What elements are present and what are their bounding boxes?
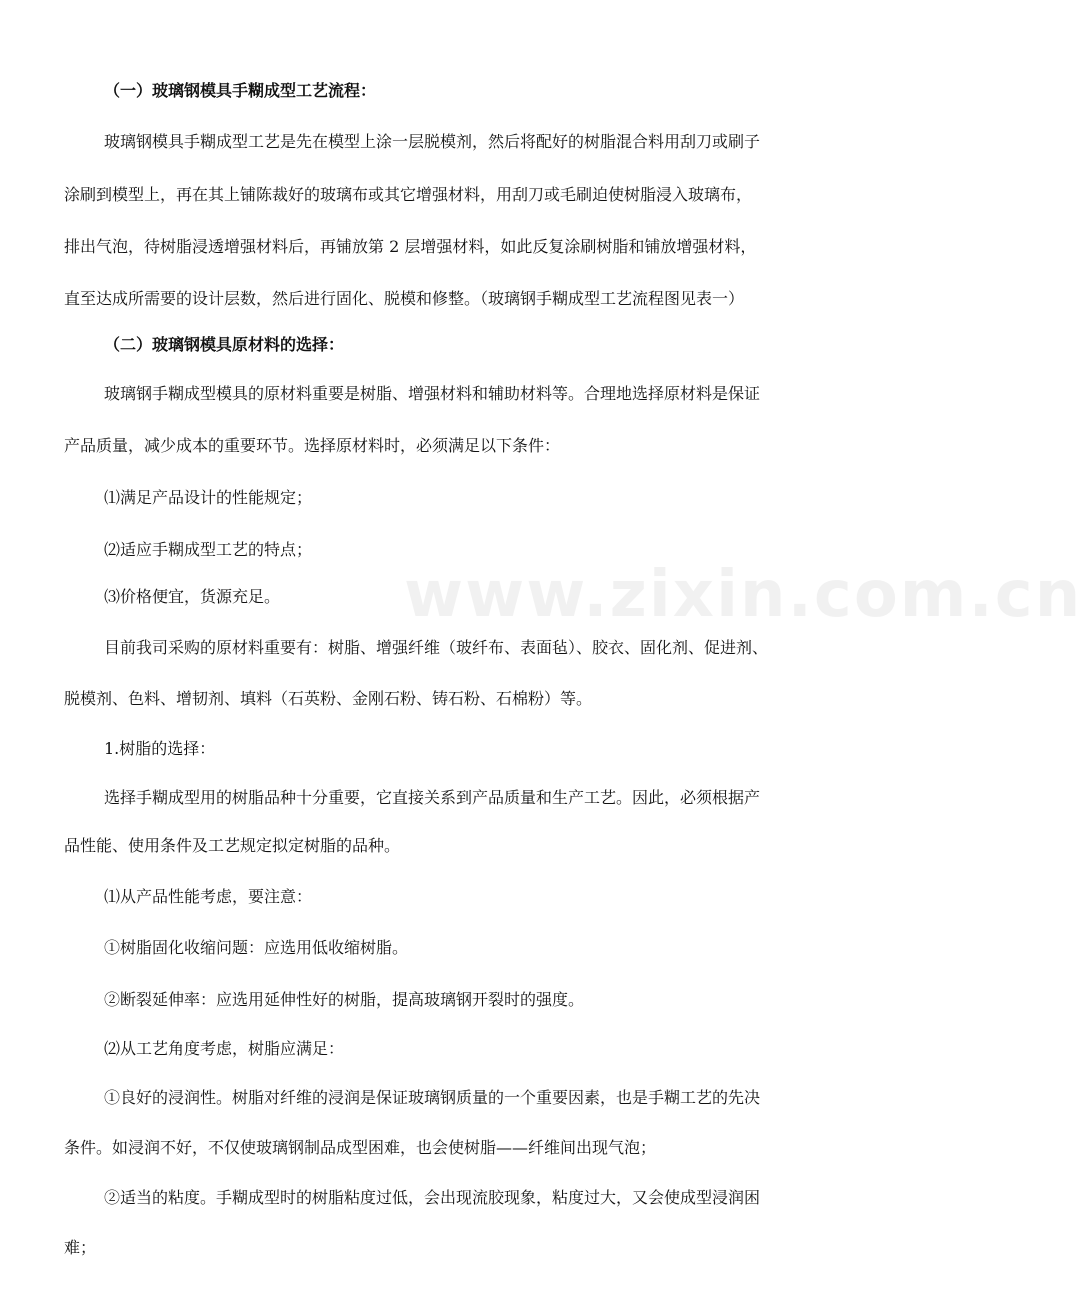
watermark: www.zixin.com.cn xyxy=(404,558,1082,632)
list-item: ①树脂固化收缩问题：应选用低收缩树脂。 xyxy=(104,938,409,957)
paragraph-line: ①良好的浸润性。树脂对纤维的浸润是保证玻璃钢质量的一个重要因素，也是手糊工艺的先决 xyxy=(104,1088,761,1107)
paragraph-line: 排出气泡，待树脂浸透增强材料后，再铺放第 2 层增强材料，如此反复涂刷树脂和铺放增强材料， xyxy=(64,237,757,256)
paragraph-line: 涂刷到模型上，再在其上铺陈裁好的玻璃布或其它增强材料，用刮刀或毛刷迫使树脂浸入玻璃布， xyxy=(64,185,753,204)
subsection-title-resin: 1.树脂的选择： xyxy=(104,739,216,758)
paragraph-line: 目前我司采购的原材料重要有：树脂、增强纤维（玻纤布、表面毡）、胶衣、固化剂、促进剂、 xyxy=(104,638,769,657)
list-item: ⑵适应手糊成型工艺的特点； xyxy=(104,540,313,559)
list-item: ②断裂延伸率：应选用延伸性好的树脂，提高玻璃钢开裂时的强度。 xyxy=(104,990,585,1009)
paragraph-line: 玻璃钢模具手糊成型工艺是先在模型上涂一层脱模剂，然后将配好的树脂混合料用刮刀或刷子 xyxy=(104,132,761,151)
paragraph-line: 选择手糊成型用的树脂品种十分重要，它直接关系到产品质量和生产工艺。因此，必须根据产 xyxy=(104,788,761,807)
paragraph-line: 脱模剂、色料、增韧剂、填料（石英粉、金刚石粉、铸石粉、石棉粉）等。 xyxy=(64,689,593,708)
paragraph-line: 条件。如浸润不好，不仅使玻璃钢制品成型困难，也会使树脂——纤维间出现气泡； xyxy=(64,1138,657,1157)
list-heading: ⑵从工艺角度考虑，树脂应满足： xyxy=(104,1039,345,1058)
list-heading: ⑴从产品性能考虑，要注意： xyxy=(104,887,313,906)
paragraph-line: 产品质量，减少成本的重要环节。选择原材料时，必须满足以下条件： xyxy=(64,436,561,455)
list-item: ⑶价格便宜，货源充足。 xyxy=(104,587,281,606)
paragraph-line: 玻璃钢手糊成型模具的原材料重要是树脂、增强材料和辅助材料等。合理地选择原材料是保证 xyxy=(104,384,761,403)
paragraph-line: 直至达成所需要的设计层数，然后进行固化、脱模和修整。（玻璃钢手糊成型工艺流程图见表一） xyxy=(64,289,745,308)
list-item: ⑴满足产品设计的性能规定； xyxy=(104,488,313,507)
paragraph-line: 品性能、使用条件及工艺规定拟定树脂的品种。 xyxy=(64,836,401,855)
section-heading-materials: （二）玻璃钢模具原材料的选择： xyxy=(104,335,345,354)
paragraph-line: 难； xyxy=(64,1238,97,1257)
section-heading-process-flow: （一）玻璃钢模具手糊成型工艺流程： xyxy=(104,81,377,100)
paragraph-line: ②适当的粘度。手糊成型时的树脂粘度过低，会出现流胶现象，粘度过大，又会使成型浸润困 xyxy=(104,1188,761,1207)
